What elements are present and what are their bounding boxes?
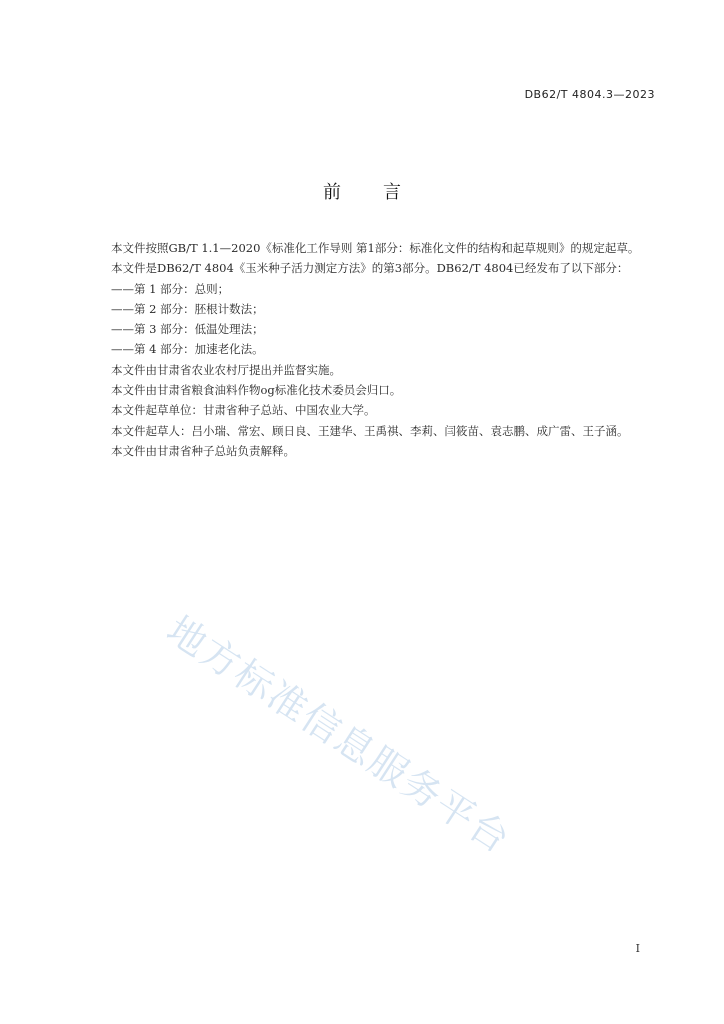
paragraph-series-info: 本文件是DB62/T 4804《玉米种子活力测定方法》的第3部分。DB62/T 4804已经发布了以下部分： bbox=[111, 261, 629, 276]
list-item-part-2: ——第 2 部分：胚根计数法； bbox=[111, 301, 264, 316]
paragraph-drafters: 本文件起草人：吕小瑞、常宏、顾日良、王建华、王禹祺、李莉、闫筱苗、袁志鹏、成广雷、王子涵。 bbox=[111, 423, 629, 438]
foreword-body bbox=[88, 238, 656, 461]
document-code: DB62/T 4804.3—2023 bbox=[524, 88, 655, 101]
paragraph-interpretation: 本文件由甘肃省种子总站负责解释。 bbox=[111, 443, 295, 458]
watermark: 地方标准信息服务平台 bbox=[159, 607, 519, 863]
page-title bbox=[0, 178, 724, 204]
paragraph-committee: 本文件由甘肃省粮食油料作物og标准化技术委员会归口。 bbox=[111, 383, 402, 398]
list-item-part-4: ——第 4 部分：加速老化法。 bbox=[111, 342, 264, 357]
paragraph-drafting-units: 本文件起草单位：甘肃省种子总站、中国农业大学。 bbox=[111, 403, 376, 418]
paragraph-proposer: 本文件由甘肃省农业农村厅提出并监督实施。 bbox=[111, 362, 341, 377]
title-char-1: 前 bbox=[323, 182, 341, 203]
paragraph-drafting-rules: 本文件按照GB/T 1.1—2020《标准化工作导则 第1部分：标准化文件的结构和起草规则》的规定起草。 bbox=[111, 241, 640, 255]
title-char-2: 言 bbox=[383, 182, 401, 203]
list-item-part-3: ——第 3 部分：低温处理法； bbox=[111, 322, 264, 337]
list-item-part-1: ——第 1 部分：总则； bbox=[111, 281, 230, 296]
page-number: I bbox=[635, 942, 640, 955]
